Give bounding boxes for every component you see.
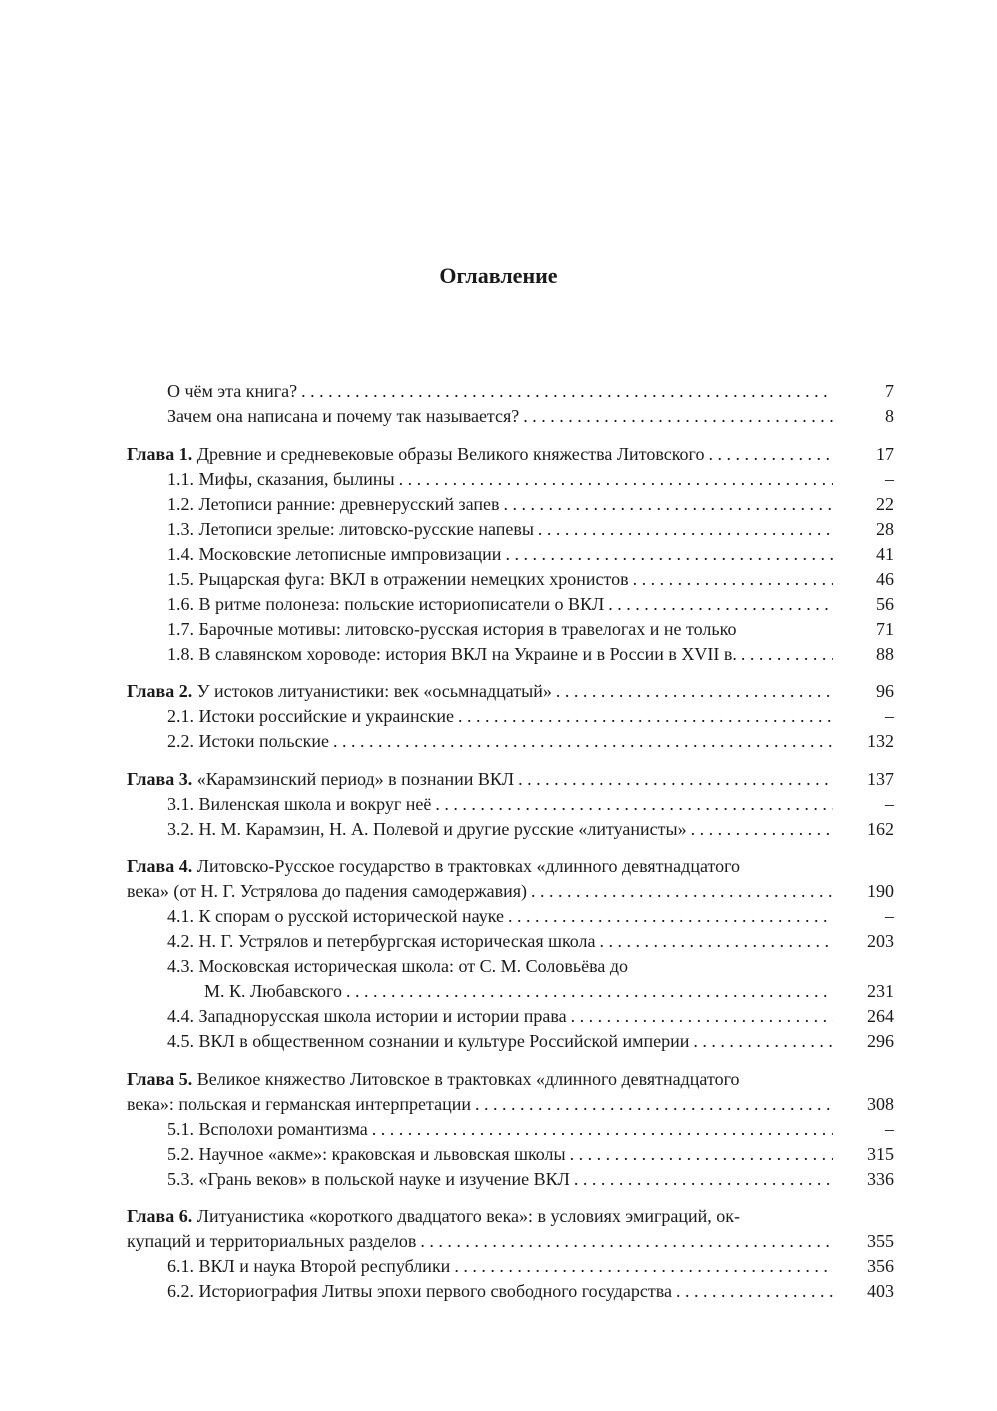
toc-entry-text [127, 854, 833, 879]
entry-title: 1.4. Московские летописные импровизации [167, 543, 502, 564]
toc-entry[interactable] [0, 1142, 997, 1167]
toc-entry-text [167, 1117, 833, 1142]
entry-title: 6.2. Историография Литвы эпохи первого свободного государства [167, 1281, 672, 1301]
entry-title: 2.1. Истоки российские и украинские [167, 706, 455, 726]
entry-title: Зачем она написана и почему так называется? [167, 406, 520, 426]
page-number: – [885, 468, 894, 489]
page-number: – [885, 706, 894, 726]
page-number: 132 [867, 731, 894, 751]
page-number: 308 [867, 1093, 894, 1114]
entry-title: О чём эта книга? [167, 381, 298, 401]
toc-entry-text [167, 379, 833, 404]
toc-entry-text [127, 679, 833, 704]
toc-entry[interactable] [0, 679, 997, 704]
toc-entry-text [127, 1092, 833, 1117]
toc-entry-text [127, 767, 833, 792]
toc-entry-text [167, 1279, 833, 1304]
toc-entry-text [167, 592, 833, 617]
toc-entry[interactable] [0, 592, 997, 617]
toc-entry[interactable] [0, 1067, 997, 1092]
page-number: 355 [867, 1231, 894, 1251]
toc-entry[interactable] [0, 567, 997, 592]
toc-entry[interactable] [0, 617, 997, 642]
toc-entry[interactable] [0, 404, 997, 429]
toc-entry-text [167, 904, 833, 929]
toc-entry-text [127, 879, 833, 904]
page-number: 17 [876, 443, 894, 464]
page-number: 88 [876, 643, 894, 664]
toc-entry[interactable] [0, 517, 997, 542]
toc-entry-text [167, 729, 833, 754]
toc-entry[interactable] [0, 442, 997, 467]
page-number: 190 [867, 881, 894, 901]
toc-entry-text [167, 492, 833, 517]
toc-entry-text [167, 1004, 833, 1029]
toc-entry[interactable] [0, 1229, 997, 1254]
page-number: – [885, 793, 894, 814]
entry-title: купаций и территориальных разделов [127, 1231, 417, 1251]
toc-entry[interactable] [0, 492, 997, 517]
page-number: 22 [876, 493, 894, 514]
toc-entry[interactable] [0, 979, 997, 1004]
toc-entry[interactable] [0, 954, 997, 979]
toc-entry-text [167, 617, 833, 642]
toc-entry-text [167, 642, 833, 667]
page-number: 356 [867, 1256, 894, 1276]
entry-title: 1.6. В ритме полонеза: польские историописатели о ВКЛ [167, 593, 605, 614]
entry-title: 1.3. Летописи зрелые: литовско-русские напевы [167, 518, 534, 539]
toc-entry[interactable] [0, 467, 997, 492]
entry-title: 3.1. Виленская школа и вокруг неё [167, 793, 432, 814]
entry-title: 4.2. Н. Г. Устрялов и петербургская историческая школа [167, 931, 596, 951]
page-number: 162 [867, 818, 894, 839]
toc-entry-text [167, 954, 833, 979]
entry-title: Великое княжество Литовское в трактовках «длинного девятнадцатого [192, 1068, 740, 1089]
chapter-label: Глава 5. [127, 1068, 193, 1089]
chapter-label: Глава 2. [127, 681, 193, 701]
entry-title: 4.1. К спорам о русской исторической науке [167, 906, 505, 926]
page-number: 56 [876, 593, 894, 614]
page-number: 96 [876, 681, 894, 701]
entry-title: 2.2. Истоки польские [167, 731, 329, 751]
page-number: 203 [867, 931, 894, 951]
entry-title: 4.3. Московская историческая школа: от С. М. Соловьёва до [167, 956, 628, 976]
toc-entry[interactable] [0, 1204, 997, 1229]
chapter-label: Глава 1. [127, 443, 193, 464]
entry-title: 1.2. Летописи ранние: древнерусский запев [167, 493, 500, 514]
toc-entry[interactable] [0, 1004, 997, 1029]
entry-title: М. К. Любавского [204, 981, 342, 1001]
chapter-label: Глава 6. [127, 1206, 193, 1226]
entry-title: 1.7. Барочные мотивы: литовско-русская история в травелогах и не только [167, 618, 737, 639]
toc-entry-text [127, 442, 833, 467]
toc-entry[interactable] [0, 1167, 997, 1192]
toc-entry[interactable] [0, 704, 997, 729]
entry-title: 4.4. Западнорусская школа истории и истории права [167, 1006, 567, 1026]
toc-entry-text [167, 1142, 833, 1167]
toc-entry-text [167, 467, 833, 492]
toc-entry[interactable] [0, 1092, 997, 1117]
entry-title: Древние и средневековые образы Великого княжества Литовского [192, 443, 705, 464]
page-number: 46 [876, 568, 894, 589]
entry-title: 4.5. ВКЛ в общественном сознании и культуре Российской империи [167, 1031, 690, 1051]
toc-entry-text [167, 542, 833, 567]
entry-title: 5.1. Всполохи романтизма [167, 1118, 368, 1139]
toc-entry-text [167, 1254, 833, 1279]
toc-entry[interactable] [0, 1254, 997, 1279]
toc-entry[interactable] [0, 379, 997, 404]
page-number: 315 [867, 1143, 894, 1164]
entry-title: века» (от Н. Г. Устрялова до падения самодержавия) [127, 881, 528, 901]
entry-title: 5.3. «Грань веков» в польской науке и изучение ВКЛ [167, 1168, 570, 1189]
toc-entry[interactable] [0, 817, 997, 842]
toc-entry[interactable] [0, 767, 997, 792]
entry-title: Литовско-Русское государство в трактовках «длинного девятнадцатого [192, 856, 741, 876]
toc-entry-text [167, 817, 833, 842]
toc-entry[interactable] [0, 642, 997, 667]
entry-title: века»: польская и германская интерпретации [127, 1093, 471, 1114]
page-number: 28 [876, 518, 894, 539]
page-title: Оглавление [439, 263, 558, 288]
page-number: – [885, 1118, 894, 1139]
page-number: 41 [876, 543, 894, 564]
toc-entry[interactable] [0, 542, 997, 567]
toc-entry[interactable] [0, 1117, 997, 1142]
page-number: 71 [876, 618, 894, 639]
toc-entry-text [167, 404, 833, 429]
entry-title: 1.1. Мифы, сказания, былины [167, 468, 395, 489]
page-number: 8 [885, 406, 894, 426]
toc-entry-text [167, 517, 833, 542]
toc-entry-text [167, 1029, 833, 1054]
toc-entry-text [167, 1167, 833, 1192]
entry-title: 1.8. В славянском хороводе: история ВКЛ на Украине и в России в XVII в. [167, 643, 737, 664]
entry-title: Литуанистика «короткого двадцатого века»: в условиях эмиграций, ок- [192, 1206, 741, 1226]
page-number: 137 [867, 768, 894, 789]
page-number: 403 [867, 1281, 894, 1301]
toc-entry[interactable] [0, 1029, 997, 1054]
toc-entry-text [204, 979, 833, 1004]
toc-entry-text [167, 792, 833, 817]
page-number: 336 [867, 1168, 894, 1189]
table-of-contents [0, 379, 997, 1304]
chapter-label: Глава 3. [127, 768, 193, 789]
toc-entry[interactable] [0, 904, 997, 929]
chapter-label: Глава 4. [127, 856, 193, 876]
toc-entry-text [127, 1229, 833, 1254]
page-number: 264 [867, 1006, 894, 1026]
entry-title: 6.1. ВКЛ и наука Второй республики [167, 1256, 451, 1276]
toc-entry[interactable] [0, 929, 997, 954]
entry-title: «Карамзинский период» в познании ВКЛ [192, 768, 515, 789]
toc-entry[interactable] [0, 879, 997, 904]
toc-entry-text [167, 567, 833, 592]
toc-entry-text [167, 929, 833, 954]
entry-title: 5.2. Научное «акме»: краковская и львовская школы [167, 1143, 566, 1164]
page-number: 7 [885, 381, 894, 401]
toc-entry-text [167, 704, 833, 729]
page-number: 296 [867, 1031, 894, 1051]
toc-entry[interactable] [0, 1279, 997, 1304]
toc-entry-text [127, 1204, 833, 1229]
toc-entry-text [127, 1067, 833, 1092]
toc-entry[interactable] [0, 854, 997, 879]
toc-entry[interactable] [0, 729, 997, 754]
entry-title: 1.5. Рыцарская фуга: ВКЛ в отражении немецких хронистов [167, 568, 629, 589]
entry-title: У истоков литуанистики: век «осьмнадцатый» [192, 681, 552, 701]
entry-title: 3.2. Н. М. Карамзин, Н. А. Полевой и другие русские «литуанисты» [167, 818, 687, 839]
page-number: – [885, 906, 894, 926]
page-number: 231 [867, 981, 894, 1001]
toc-entry[interactable] [0, 792, 997, 817]
